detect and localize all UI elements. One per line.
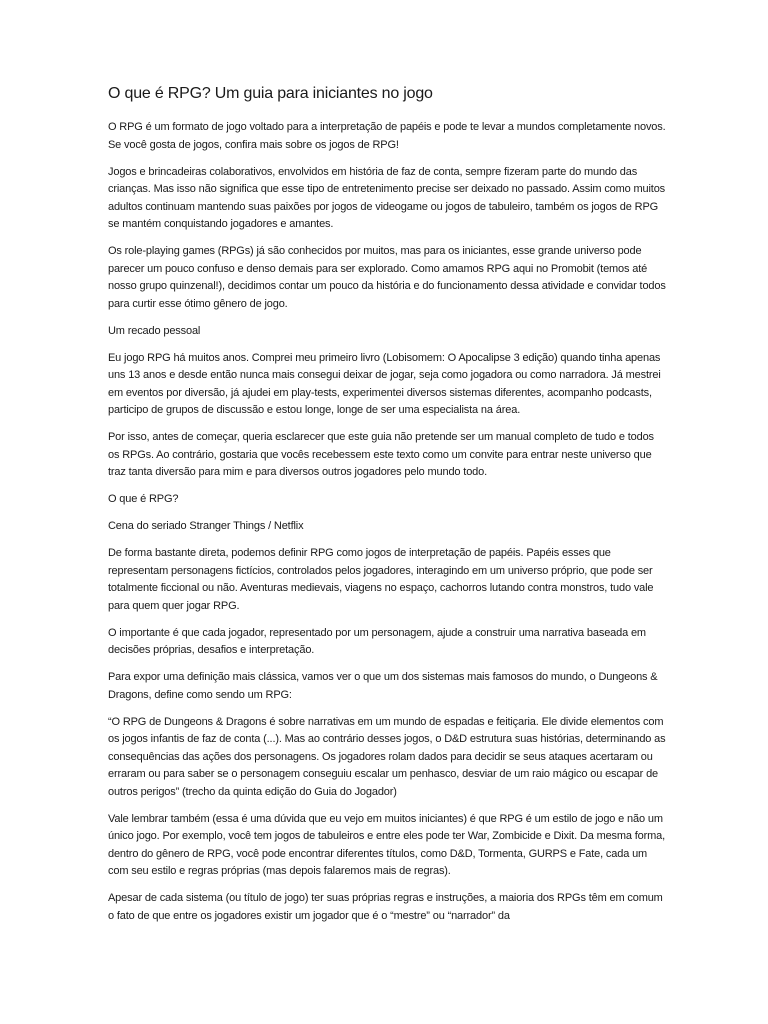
paragraph: Por isso, antes de começar, queria esclarecer que este guia não pretende ser um manual completo de tudo e todos os RPGs. Ao contrário, gostaria que vocês recebessem este texto como um convite para entrar neste universo que traz tanta diversão para mim e para diversos outros jogadores pelo mundo todo. (108, 431, 654, 478)
document-page (108, 83, 668, 935)
image-caption: Cena do seriado Stranger Things / Netflix (108, 520, 304, 532)
section-heading: Um recado pessoal (108, 324, 201, 337)
paragraph: Eu jogo RPG há muitos anos. Comprei meu primeiro livro (Lobisomem: O Apocalipse 3 edição) quando tinha apenas uns 13 anos e desde então nunca mais consegui deixar de jogar, seja como jogadora ou como narradora. Já mestrei em eventos por diversão, já ajudei em play-tests, experimentei diversos sistemas diferentes, acompanho podcasts, participo de grupos de discussão e estou longe, longe de ser uma especialista na área. (108, 351, 661, 416)
section-heading: O que é RPG? (108, 493, 179, 505)
paragraph: Os role-playing games (RPGs) já são conhecidos por muitos, mas para os iniciantes, esse grande universo pode parecer um pouco confuso e denso demais para ser explorado. Como amamos RPG aqui no Promobit (temos até nosso grupo quinzenal!), decidimos contar um pouco da história e do funcionamento dessa atividade e convidar todos para curtir esse ótimo gênero de jogo. (108, 245, 666, 310)
paragraph: Apesar de cada sistema (ou título de jogo) ter suas próprias regras e instruções, a maioria dos RPGs têm em comum o fato de que entre os jogadores existir um jogador que é o “mestre” ou “narrador” da (108, 892, 663, 922)
paragraph: O importante é que cada jogador, representado por um personagem, ajude a construir uma narrativa baseada em decisões próprias, desafios e interpretação. (108, 626, 646, 656)
paragraph: Para expor uma definição mais clássica, vamos ver o que um dos sistemas mais famosos do mundo, o Dungeons & Dragons, define como sendo um RPG: (108, 671, 658, 701)
quote-paragraph: “O RPG de Dungeons & Dragons é sobre narrativas em um mundo de espadas e feitiçaria. Ele divide elementos com os jogos infantis de faz de conta (...). Mas ao contrário desses jogos, o D&D estrutura suas histórias, determinando as consequências das ações dos personagens. Os jogadores rolam dados para decidir se seus ataques acertaram ou erraram ou para saber se o personagem conseguiu escalar um penhasco, desviar de um raio mágico ou escapar de outros perigos” (trecho da quinta edição do Guia do Jogador) (108, 715, 666, 798)
paragraph: Jogos e brincadeiras colaborativos, envolvidos em história de faz de conta, sempre fizeram parte do mundo das crianças. Mas isso não significa que esse tipo de entretenimento precise ser deixado no passado. Assim como muitos adultos continuam mantendo suas paixões por jogos de videogame ou jogos de tabuleiro, também os jogos de RPG se mantém conquistando jogadores e amantes. (108, 165, 666, 230)
paragraph-intro: O RPG é um formato de jogo voltado para a interpretação de papéis e pode te levar a mundos completamente novos. Se você gosta de jogos, confira mais sobre os jogos de RPG! (108, 121, 666, 151)
paragraph: De forma bastante direta, podemos definir RPG como jogos de interpretação de papéis. Papéis esses que representam personagens fictícios, controlados pelos jogadores, interagindo em um universo próprio, que pode ser totalmente ficcional ou não. Aventuras medievais, viagens no espaço, cachorros lutando contra monstros, tudo vale para quem quer jogar RPG. (108, 547, 654, 612)
document-title: O que é RPG? Um guia para iniciantes no jogo (108, 85, 433, 102)
paragraph: Vale lembrar também (essa é uma dúvida que eu vejo em muitos iniciantes) é que RPG é um estilo de jogo e não um único jogo. Por exemplo, você tem jogos de tabuleiros e entre eles pode ter War, Zombicide e Dixit. Da mesma forma, dentro do gênero de RPG, você pode encontrar diferentes títulos, como D&D, Tormenta, GURPS e Fate, cada um com seu estilo e regras próprias (mas depois falaremos mais de regras). (108, 812, 666, 877)
